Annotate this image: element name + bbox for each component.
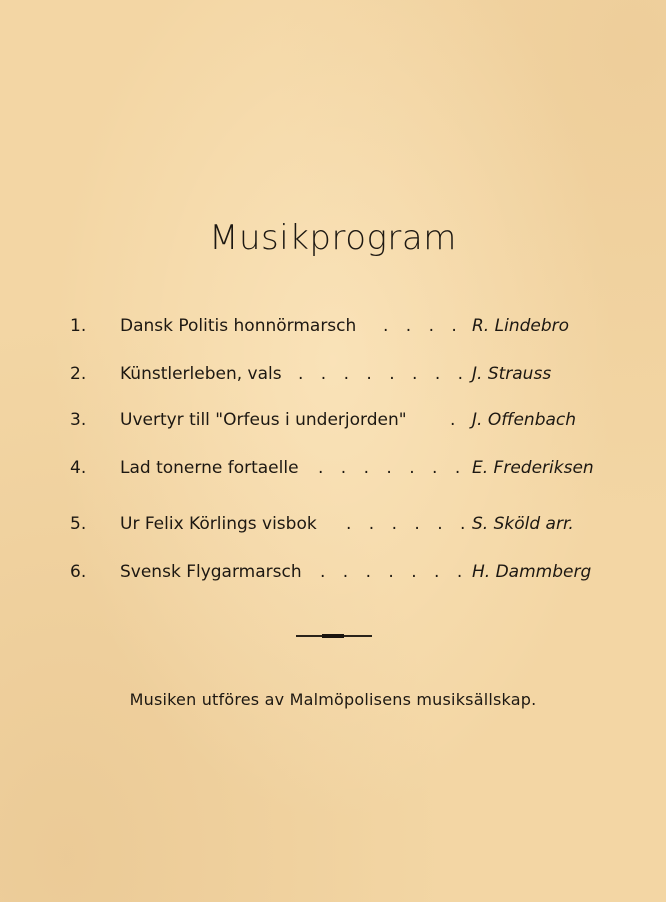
item-number: 1. <box>70 316 87 336</box>
leader-dots: . . . . . . . <box>318 458 467 478</box>
leader-dots: . <box>450 410 462 430</box>
program-item <box>0 514 666 542</box>
item-composer: J. Strauss <box>472 364 552 384</box>
item-number: 4. <box>70 458 87 478</box>
item-number: 2. <box>70 364 87 384</box>
item-composer: H. Dammberg <box>472 562 592 582</box>
item-piece: Ur Felix Körlings visbok <box>120 514 317 534</box>
page-title: Musikprogram <box>209 218 457 258</box>
item-composer: E. Frederiksen <box>472 458 594 478</box>
item-piece: Lad tonerne fortaelle <box>120 458 299 478</box>
item-number: 3. <box>70 410 87 430</box>
item-composer: R. Lindebro <box>472 316 570 336</box>
item-piece: Dansk Politis honnörmarsch <box>120 316 357 336</box>
leader-dots: . . . . . . <box>346 514 472 534</box>
item-number: 5. <box>70 514 87 534</box>
leader-dots: . . . . . . . . <box>298 364 470 384</box>
leader-dots: . . . . <box>383 316 463 336</box>
program-item <box>0 410 666 438</box>
item-piece: Künstlerleben, vals <box>120 364 282 384</box>
item-composer: S. Sköld arr. <box>472 514 574 534</box>
item-composer: J. Offenbach <box>472 410 577 430</box>
program-item <box>0 458 666 486</box>
program-item <box>0 316 666 344</box>
program-item <box>0 364 666 392</box>
item-piece: Svensk Flygarmarsch <box>120 562 302 582</box>
divider-center-bar <box>322 634 344 638</box>
leader-dots: . . . . . . . <box>320 562 469 582</box>
item-number: 6. <box>70 562 87 582</box>
ornamental-divider <box>296 635 372 637</box>
item-piece: Uvertyr till "Orfeus i underjorden" <box>120 410 407 430</box>
performer-note: Musiken utföres av Malmöpolisens musiksällskap. <box>129 690 537 709</box>
program-item <box>0 562 666 590</box>
